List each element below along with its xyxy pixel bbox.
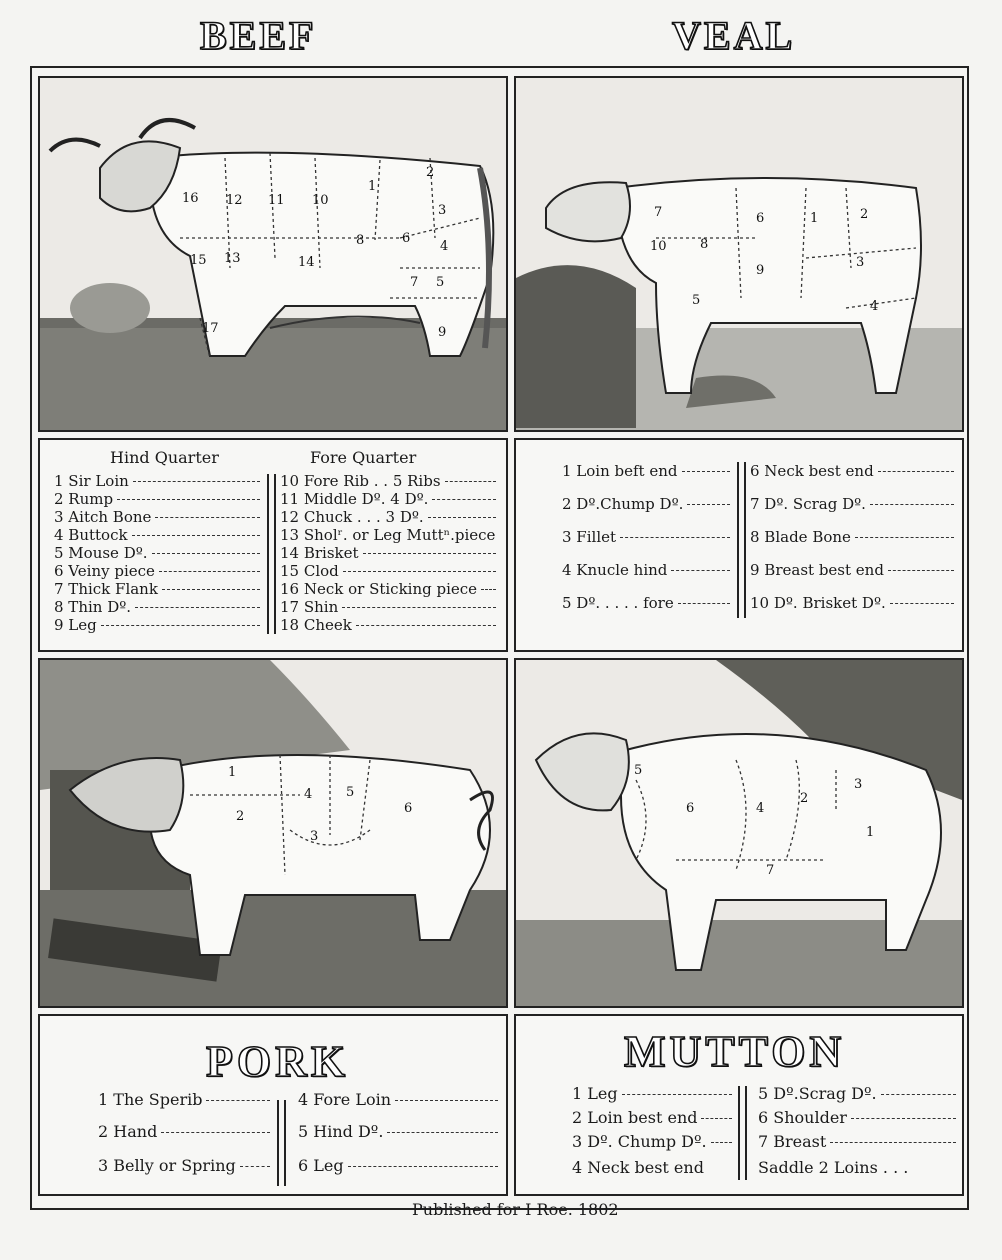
pork-num: 2 [236,809,245,824]
pork-num: 3 [310,829,319,844]
beef-num: 3 [438,203,447,218]
legend-entry: 3 Dº. Chump Dº. [572,1132,732,1151]
beef-num: 17 [202,321,219,336]
veal-num: 10 [650,239,667,254]
mutton-num: 6 [686,801,695,816]
beef-num: 10 [312,193,329,208]
legend-entry: 2 Hand [98,1122,270,1141]
mutton-num: 5 [634,763,643,778]
legend-entry: 9 Leg [54,616,260,634]
pork-num: 1 [228,765,237,780]
beef-num: 1 [368,179,377,194]
veal-num: 4 [870,299,879,314]
legend-entry: 4 Fore Loin [298,1090,498,1109]
beef-num: 11 [268,193,285,208]
legend-entry: 3 Fillet [562,528,730,546]
legend-entry: 7 Breast [758,1132,956,1151]
beef-num: 2 [426,165,435,180]
veal-num: 9 [756,263,765,278]
mutton-num: 2 [800,791,809,806]
beef-num: 8 [356,233,365,248]
legend-entry: 11 Middle Dº. 4 Dº. [280,490,496,508]
veal-num: 5 [692,293,701,308]
legend-entry: 6 Veiny piece [54,562,260,580]
legend-entry: 10 Fore Rib . . 5 Ribs [280,472,496,490]
legend-entry: 7 Dº. Scrag Dº. [750,495,954,513]
mutton-num: 7 [766,863,775,878]
beef-num: 4 [440,239,449,254]
legend-entry: 7 Thick Flank [54,580,260,598]
beef-num: 12 [226,193,243,208]
publisher-line: Published for I Roe. 1802 [412,1200,619,1219]
veal-num: 1 [810,211,819,226]
beef-num: 13 [224,251,241,266]
pork-num: 5 [346,785,355,800]
legend-entry: 4 Buttock [54,526,260,544]
legend-entry: 1 The Sperib [98,1090,270,1109]
legend-entry: 1 Sir Loin [54,472,260,490]
legend-entry: 9 Breast best end [750,561,954,579]
pork-num: 4 [304,787,313,802]
legend-entry: 6 Leg [298,1156,498,1175]
legend-entry: 17 Shin [280,598,496,616]
legend-entry: 1 Loin beft end [562,462,730,480]
veal-num: 3 [856,255,865,270]
legend-entry: 14 Brisket [280,544,496,562]
pork-num: 6 [404,801,413,816]
beef-num: 5 [436,275,445,290]
legend-entry: 6 Shoulder [758,1108,956,1127]
veal-num: 8 [700,237,709,252]
veal-title: VEAL [672,13,796,58]
legend-entry: 4 Knucle hind [562,561,730,579]
legend-entry: 10 Dº. Brisket Dº. [750,594,954,612]
hind-quarter-header: Hind Quarter [110,448,219,467]
legend-entry: 2 Dº.Chump Dº. [562,495,730,513]
legend-entry: Saddle 2 Loins . . . [758,1158,909,1177]
mutton-num: 3 [854,777,863,792]
veal-num: 7 [654,205,663,220]
beef-num: 15 [190,253,207,268]
legend-entry: 15 Clod [280,562,496,580]
pork-title: PORK [206,1037,350,1086]
legend-entry: 3 Belly or Spring [98,1156,270,1175]
fore-quarter-header: Fore Quarter [310,448,417,467]
legend-entry: 13 Sholʳ. or Leg Muttⁿ.piece [280,526,496,544]
legend-entry: 8 Blade Bone [750,528,954,546]
mutton-title: MUTTON [624,1027,846,1076]
beef-num: 6 [402,231,411,246]
legend-entry: 16 Neck or Sticking piece [280,580,496,598]
legend-entry: 5 Dº. . . . . fore [562,594,730,612]
legend-entry: 4 Neck best end [572,1158,704,1177]
legend-entry: 3 Aitch Bone [54,508,260,526]
veal-num: 2 [860,207,869,222]
legend-entry: 12 Chuck . . . 3 Dº. [280,508,496,526]
legend-entry: 8 Thin Dº. [54,598,260,616]
legend-entry: 2 Loin best end [572,1108,732,1127]
beef-num: 7 [410,275,419,290]
beef-num: 16 [182,191,199,206]
mutton-num: 1 [866,825,875,840]
legend-entry: 18 Cheek [280,616,496,634]
legend-entry: 1 Leg [572,1084,732,1103]
legend-entry: 5 Hind Dº. [298,1122,498,1141]
legend-entry: 6 Neck best end [750,462,954,480]
legend-entry: 2 Rump [54,490,260,508]
legend-entry: 5 Dº.Scrag Dº. [758,1084,956,1103]
beef-title: BEEF [200,13,317,58]
beef-num: 14 [298,255,315,270]
legend-entry: 5 Mouse Dº. [54,544,260,562]
beef-num: 9 [438,325,447,340]
veal-num: 6 [756,211,765,226]
outer-frame [30,66,969,1210]
mutton-num: 4 [756,801,765,816]
